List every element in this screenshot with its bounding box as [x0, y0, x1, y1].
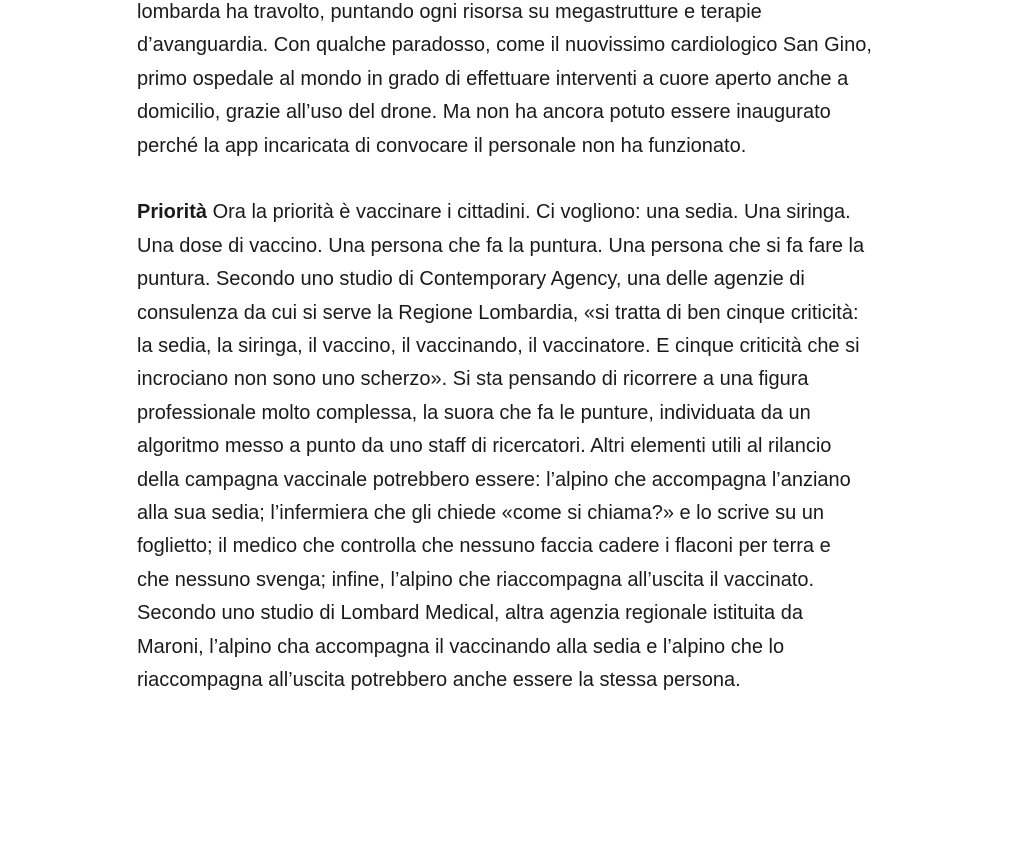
text-line-first — [137, 196, 927, 229]
text-line: che nessuno svenga; infine, l’alpino che riaccompagna all’uscita il vaccinato. — [137, 568, 815, 591]
text-line: domicilio, grazie all’uso del drone. Ma non ha ancora potuto essere inaugurato — [137, 101, 831, 124]
paragraph-hospitals — [137, 0, 927, 163]
text-line: d’avanguardia. Con qualche paradosso, come il nuovissimo cardiologico San Gino, — [137, 34, 872, 57]
text-line: algoritmo messo a punto da uno staff di ricercatori. Altri elementi utili al rilancio — [137, 435, 832, 458]
paragraph-lead-heading: Priorità — [137, 201, 208, 224]
text-line: consulenza da cui si serve la Regione Lombardia, «si tratta di ben cinque criticità: — [137, 301, 859, 324]
text-line: lombarda ha travolto, puntando ogni risorsa su megastrutture e terapie — [137, 1, 762, 23]
text-line: puntura. Secondo uno studio di Contemporary Agency, una delle agenzie di — [137, 268, 805, 291]
text-line: perché la app incaricata di convocare il personale non ha funzionato. — [137, 134, 747, 157]
text-line-rest: Ora la priorità è vaccinare i cittadini. Ci vogliono: una sedia. Una siringa. — [207, 201, 851, 224]
text-line: alla sua sedia; l’infermiera che gli chiede «come si chiama?» e lo scrive su un — [137, 502, 825, 525]
text-line: foglietto; il medico che controlla che nessuno faccia cadere i flaconi per terra e — [137, 535, 831, 558]
text-line: incrociano non sono uno scherzo». Si sta pensando di ricorrere a una figura — [137, 368, 809, 391]
paragraph-spacer — [137, 163, 927, 196]
text-line: della campagna vaccinale potrebbero essere: l’alpino che accompagna l’anziano — [137, 468, 851, 491]
text-line: primo ospedale al mondo in grado di effettuare interventi a cuore aperto anche a — [137, 67, 849, 90]
paragraph-priorita — [137, 196, 927, 697]
text-line: riaccompagna all’uscita potrebbero anche essere la stessa persona. — [137, 669, 741, 692]
text-line: professionale molto complessa, la suora che fa le punture, individuata da un — [137, 401, 811, 424]
text-line: Maroni, l’alpino cha accompagna il vaccinando alla sedia e l’alpino che lo — [137, 635, 785, 658]
text-line: la sedia, la siringa, il vaccino, il vaccinando, il vaccinatore. E cinque criticità che si — [137, 335, 860, 358]
text-line: Secondo uno studio di Lombard Medical, altra agenzia regionale istituita da — [137, 602, 803, 625]
article-body — [137, 0, 927, 698]
text-line: Una dose di vaccino. Una persona che fa la puntura. Una persona che si fa fare la — [137, 234, 865, 257]
